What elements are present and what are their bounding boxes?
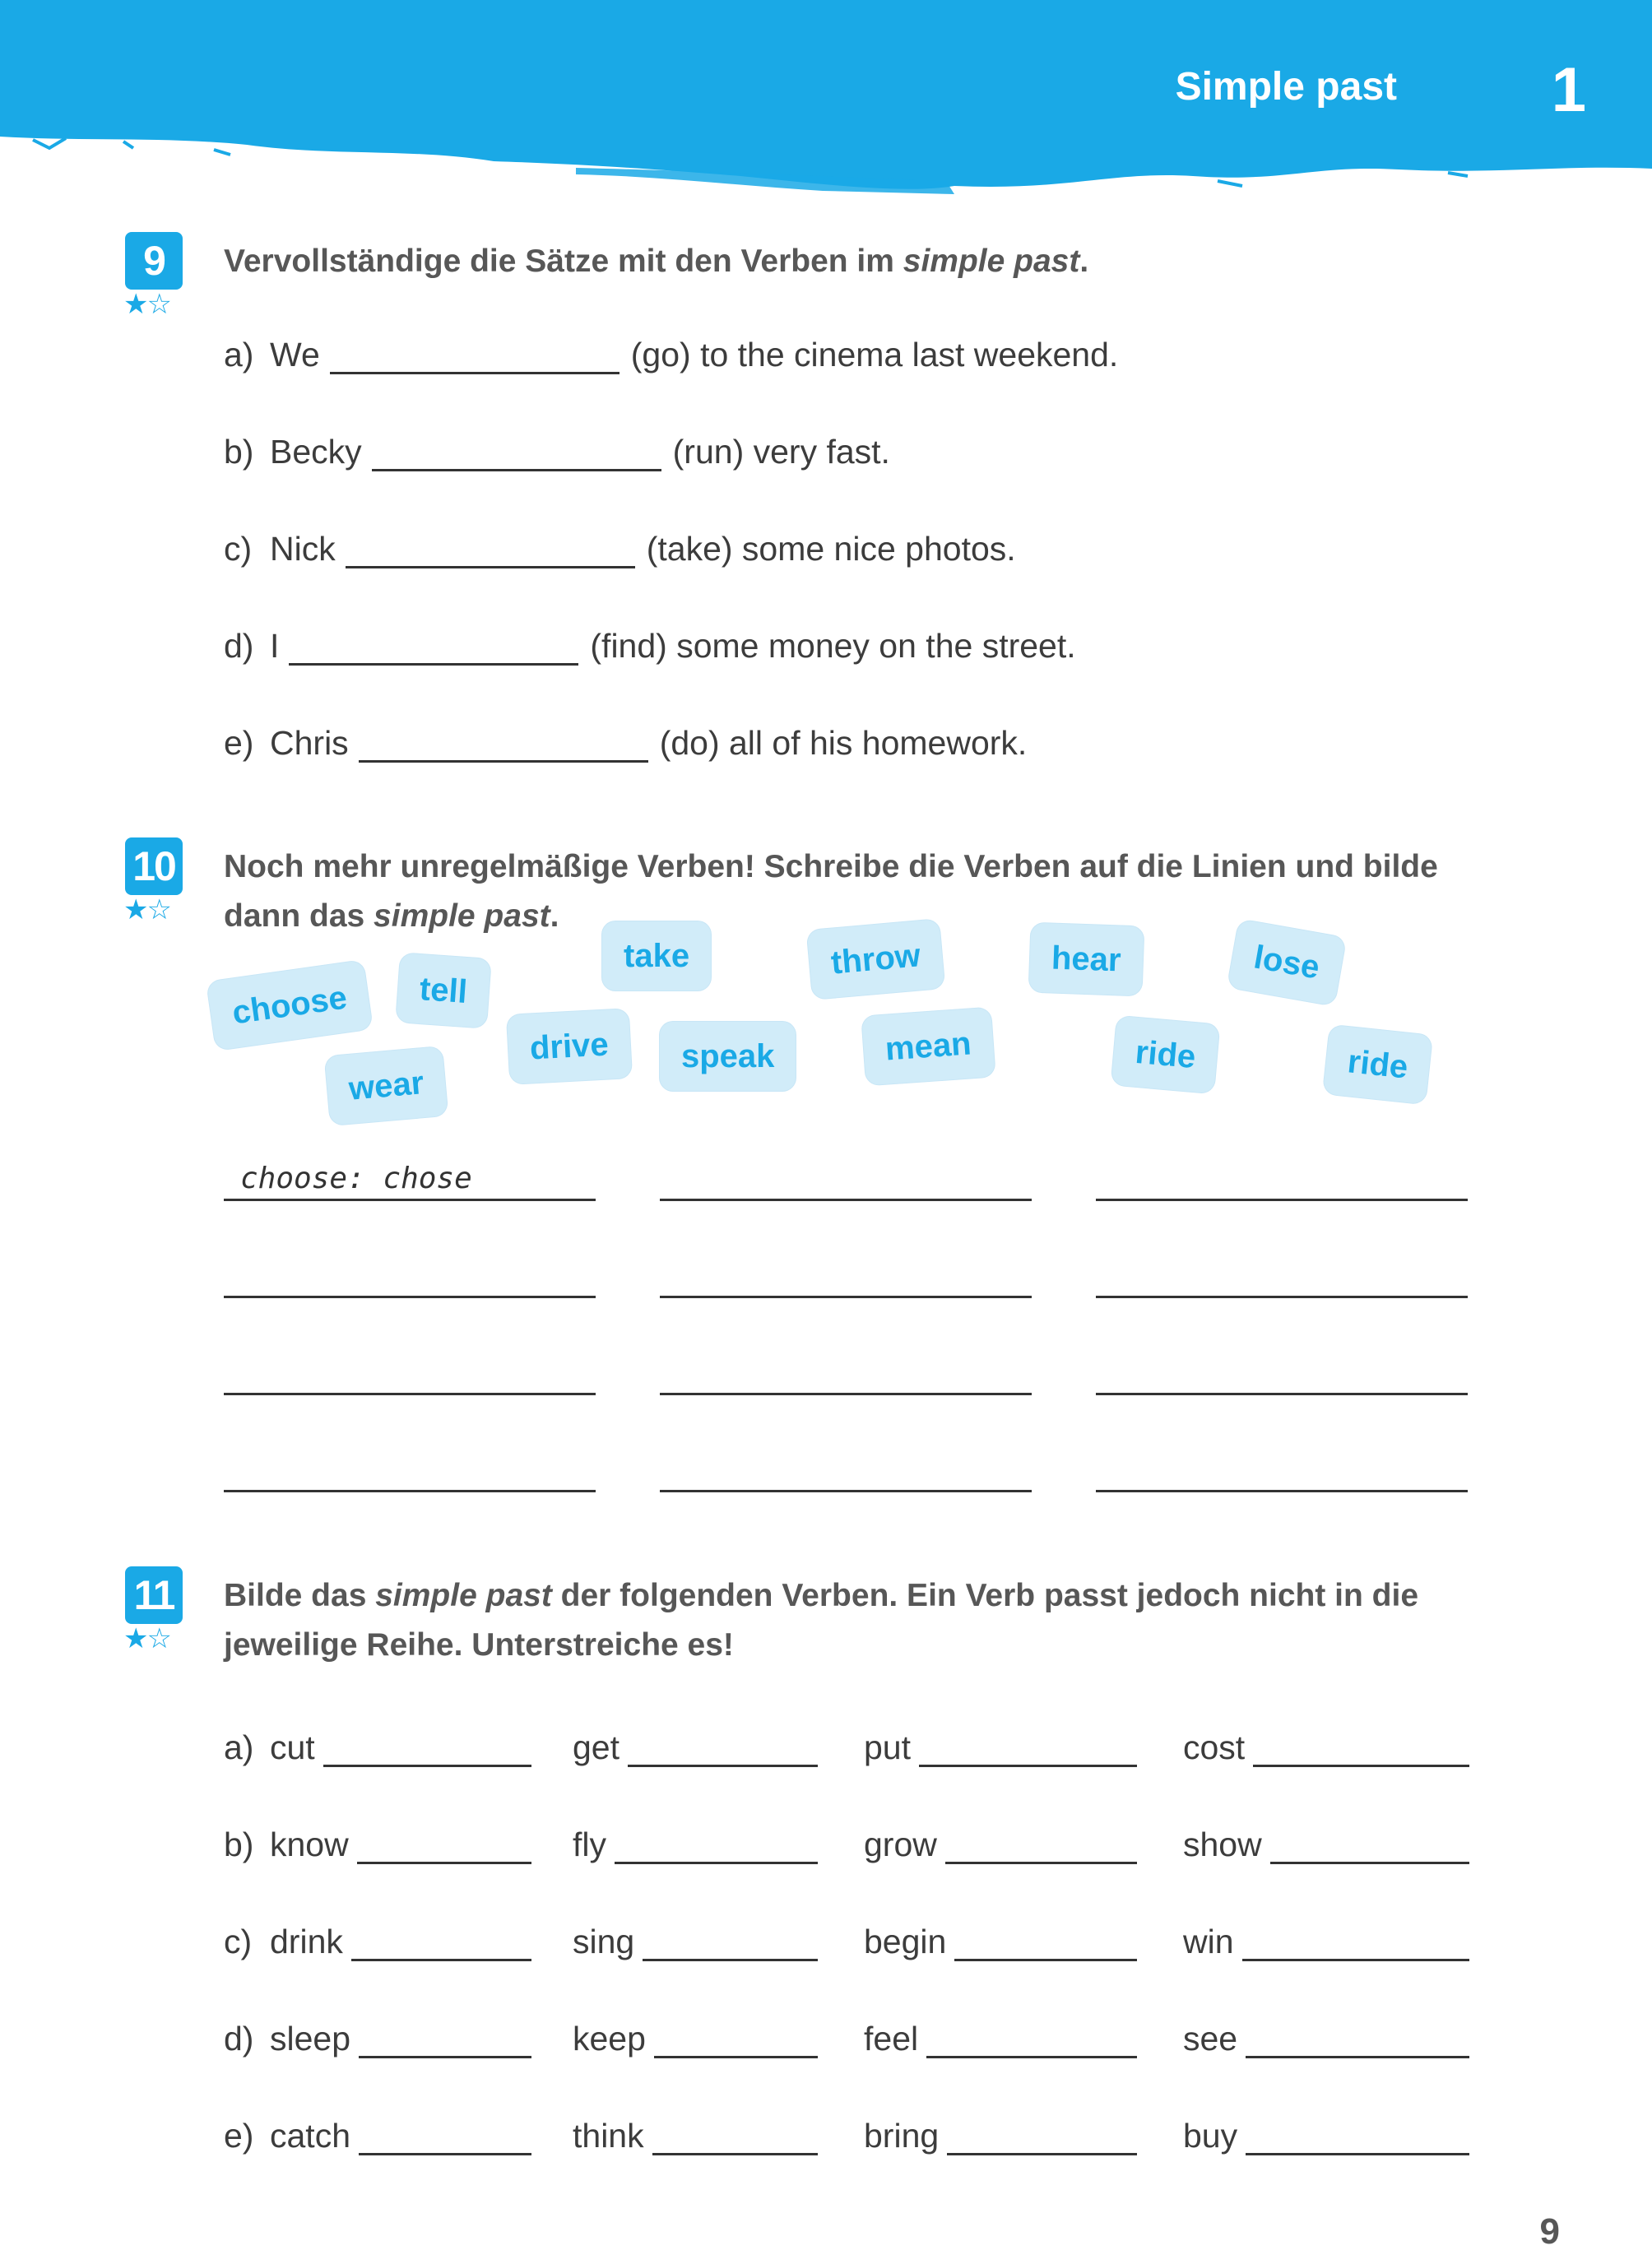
word-card-take: take [602,921,711,990]
answer-blank[interactable] [357,1831,531,1864]
exercise-instruction [224,237,1088,286]
instruction-line: jeweilige Reihe. Unterstreiche es! [224,1627,734,1663]
row-label: c) [224,1923,253,1960]
exercise-number-badge: 10 [125,837,183,895]
answer-blank[interactable] [1246,2025,1469,2058]
difficulty-stars: ★☆ [123,1623,170,1654]
word-card-tell: tell [396,953,490,1028]
row-label: e) [224,2117,254,2155]
answer-blank[interactable] [289,629,578,666]
verb-text: put [864,1728,911,1766]
answer-blank[interactable] [926,2025,1137,2058]
writing-line[interactable] [224,1392,596,1395]
exercise-number-badge: 11 [125,1566,183,1624]
writing-line[interactable] [224,1295,596,1298]
word-card-ride: ride [1323,1025,1432,1105]
verb-cell [224,2009,531,2058]
answer-blank[interactable] [654,2025,818,2058]
verb-text: show [1183,1826,1262,1863]
writing-line[interactable] [224,1198,596,1201]
item-rest: (find) some money on the street. [590,627,1076,665]
item-subject: We [270,336,320,373]
answer-blank[interactable] [330,338,620,374]
page-number: 9 [1539,2211,1560,2252]
word-card-ride: ride [1111,1016,1220,1094]
instruction-line: Noch mehr unregelmäßige Verben! Schreibe die Verben auf die Linien und bilde [224,849,1438,884]
verb-text: sing [573,1923,635,1960]
chapter-number: 1 [1551,55,1586,125]
verb-cell [224,1718,531,1767]
verb-text: win [1183,1923,1234,1960]
item-label: d) [224,627,254,665]
verb-text: begin [864,1923,947,1960]
answer-blank[interactable] [954,1928,1137,1961]
item-subject: Becky [270,433,362,471]
instruction-text: . [1079,244,1089,279]
answer-blank[interactable] [1246,2122,1469,2155]
item-rest: (go) to the cinema last weekend. [630,336,1119,373]
word-card-speak: speak [660,1022,796,1091]
writing-line[interactable] [1096,1489,1468,1492]
verb-text: get [573,1728,620,1766]
item-rest: (run) very fast. [672,433,890,471]
writing-line[interactable] [660,1489,1032,1492]
answer-blank[interactable] [346,532,635,568]
verb-cell [864,2106,1137,2155]
answer-blank[interactable] [359,2025,531,2058]
verb-text: cost [1183,1728,1246,1766]
item-subject: Nick [270,530,336,568]
answer-blank[interactable] [323,1734,531,1767]
item-rest: (take) some nice photos. [646,530,1016,568]
exercise-number-badge: 9 [125,232,183,290]
instruction-text: dann das [224,898,374,934]
verb-text: think [573,2117,644,2155]
instruction-text: Vervollständige die Sätze mit den Verben im [224,244,903,279]
verb-cell [224,1912,531,1961]
example-answer: choose: chose [240,1162,472,1195]
verb-text: grow [864,1826,937,1863]
word-card-throw: throw [807,919,945,1000]
word-card-lose: lose [1227,919,1347,1006]
exercise-instruction [224,1571,1418,1670]
verb-text: buy [1183,2117,1238,2155]
sentence-item [224,530,1016,568]
word-card-mean: mean [861,1008,995,1086]
answer-blank[interactable] [652,2122,818,2155]
answer-blank[interactable] [359,2122,531,2155]
answer-blank[interactable] [1270,1831,1469,1864]
item-subject: Chris [270,724,349,762]
instruction-text: der folgenden Verben. Ein Verb passt jedoch nicht in die [551,1578,1419,1613]
writing-line[interactable] [660,1295,1032,1298]
writing-line[interactable] [660,1198,1032,1201]
instruction-emphasis: simple past [903,244,1080,279]
instruction-text: . [550,898,559,934]
item-label: b) [224,433,254,471]
difficulty-stars: ★☆ [123,289,170,320]
verb-text: bring [864,2117,940,2155]
verb-cell [1183,1815,1469,1864]
verb-cell [864,1912,1137,1961]
instruction-emphasis: simple past [374,898,550,934]
difficulty-stars: ★☆ [123,894,170,926]
verb-cell [573,1912,818,1961]
verb-cell [573,1718,818,1767]
verb-cell [573,2009,818,2058]
answer-blank[interactable] [628,1734,818,1767]
item-label: c) [224,530,253,568]
verb-text: fly [573,1826,606,1863]
instruction-text: Bilde das [224,1578,376,1613]
verb-text: catch [270,2117,350,2155]
verb-cell [573,2106,818,2155]
verb-cell [864,1815,1137,1864]
verb-text: see [1183,2020,1238,2058]
instruction-emphasis: simple past [375,1578,552,1613]
verb-cell [864,2009,1137,2058]
writing-line[interactable] [1096,1392,1468,1395]
verb-text: drink [270,1923,343,1960]
header-brush-band [0,0,1652,197]
verb-cell [1183,1718,1469,1767]
word-card-wear: wear [325,1046,448,1125]
answer-blank[interactable] [919,1734,1137,1767]
verb-text: keep [573,2020,646,2058]
verb-cell [1183,1912,1469,1961]
answer-blank[interactable] [643,1928,818,1961]
row-label: b) [224,1826,254,1863]
answer-blank[interactable] [372,435,661,471]
instruction-line [224,1571,1418,1621]
verb-text: know [270,1826,349,1863]
sentence-item [224,433,890,471]
writing-line[interactable] [1096,1295,1468,1298]
writing-line[interactable] [1096,1198,1468,1201]
word-card-hear: hear [1029,923,1144,996]
writing-line[interactable] [660,1392,1032,1395]
item-label: e) [224,724,254,762]
verb-text: sleep [270,2020,351,2058]
verb-cell [573,1815,818,1864]
verb-cell [864,1718,1137,1767]
verb-text: feel [864,2020,919,2058]
sentence-item [224,627,1076,666]
answer-blank[interactable] [359,726,648,763]
answer-blank[interactable] [351,1928,531,1961]
verb-cell [1183,2009,1469,2058]
chapter-title: Simple past [1175,65,1397,109]
verb-cell [224,1815,531,1864]
answer-blank[interactable] [947,2122,1137,2155]
verb-cell [224,2106,531,2155]
answer-blank[interactable] [1253,1734,1469,1767]
answer-blank[interactable] [1242,1928,1469,1961]
item-rest: (do) all of his homework. [659,724,1028,762]
answer-blank[interactable] [945,1831,1137,1864]
word-card-drive: drive [507,1009,632,1084]
verb-cell [1183,2106,1469,2155]
word-card-choose: choose [206,960,373,1051]
writing-line[interactable] [224,1489,596,1492]
sentence-item [224,336,1118,374]
row-label: d) [224,2020,254,2058]
sentence-item [224,724,1027,763]
item-subject: I [270,627,280,665]
answer-blank[interactable] [615,1831,818,1864]
item-label: a) [224,336,254,373]
verb-text: cut [270,1728,315,1766]
row-label: a) [224,1728,254,1766]
